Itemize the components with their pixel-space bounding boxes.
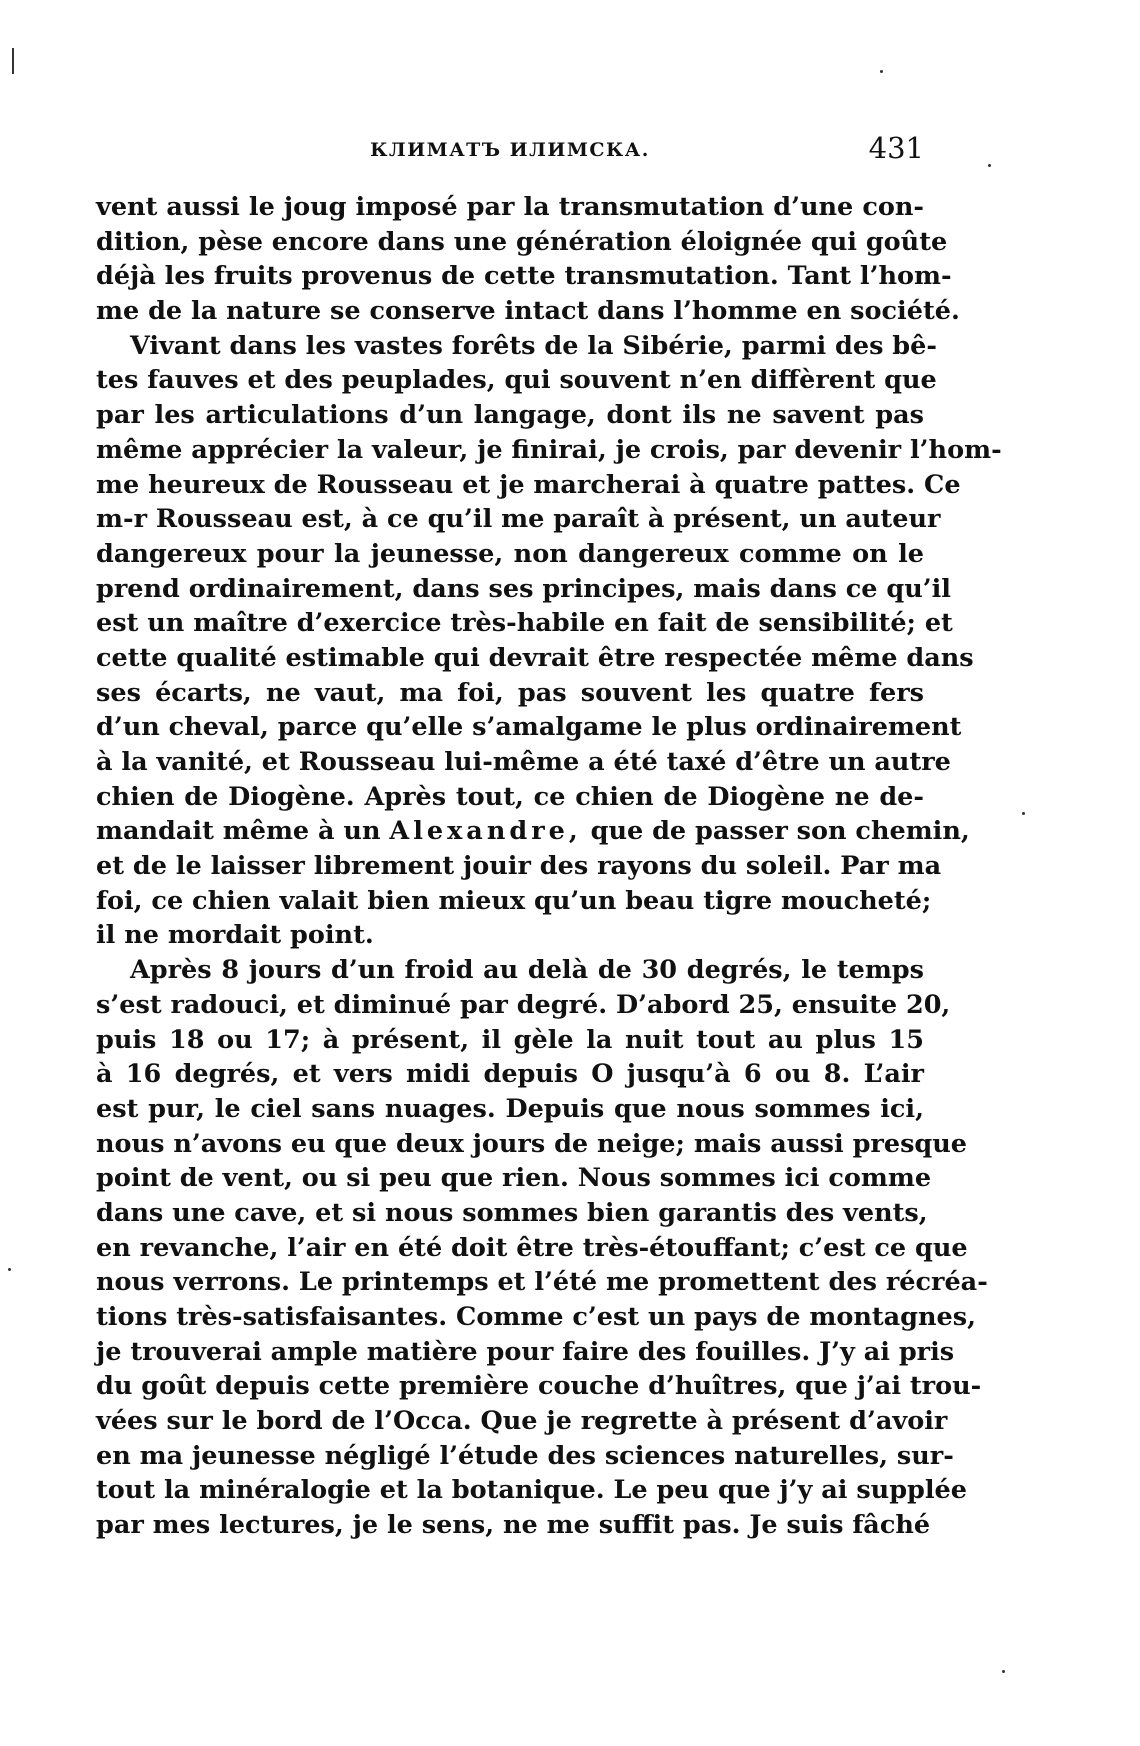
page-number: 431: [868, 131, 924, 165]
text-line: foi, ce chien valait bien mieux qu’un beau tigre moucheté;: [96, 885, 932, 916]
body-text: [96, 190, 1002, 1543]
text-line: à 16 degrés, et vers midi depuis O jusqu’à 6 ou 8. L’air: [96, 1059, 924, 1090]
text-line: en ma jeunesse négligé l’étude des sciences naturelles, sur-: [96, 1440, 954, 1471]
paragraph-2: [96, 329, 1002, 953]
text-line: est pur, le ciel sans nuages. Depuis que nous sommes ici,: [96, 1093, 924, 1124]
page-header: [96, 131, 924, 171]
text-line: Vivant dans les vastes forêts de la Sibérie, parmi des bê-: [130, 330, 937, 361]
text-line: du goût depuis cette première couche d’huîtres, que j’ai trou-: [96, 1371, 982, 1402]
scan-speck: [988, 164, 991, 167]
text-line: tions très-satisfaisantes. Comme c’est un pays de montagnes,: [96, 1302, 976, 1332]
text-line: m-r Rousseau est, à ce qu’il me paraît à présent, un auteur: [96, 504, 941, 535]
text-line: d’un cheval, parce qu’elle s’amalgame le plus ordinairement: [96, 712, 962, 743]
paragraph-3: [96, 953, 988, 1543]
text-line: par mes lectures, je le sens, ne me suffit pas. Je suis fâché: [96, 1510, 931, 1541]
text-line-alexandre: [96, 814, 970, 849]
paragraph-1: [96, 190, 960, 329]
text-line: me de la nature se conserve intact dans l’homme en société.: [96, 296, 960, 327]
text-line: nous verrons. Le printemps et l’été me promettent des récréa-: [96, 1267, 988, 1298]
text-line: même apprécier la valeur, je finirai, je crois, par devenir l’hom-: [96, 434, 1002, 465]
text-line: et de le laisser librement jouir des rayons du soleil. Par ma: [96, 851, 942, 882]
line-segment: que de passer son chemin,: [590, 816, 970, 847]
text-line: ses écarts, ne vaut, ma foi, pas souvent les quatre fers: [96, 677, 924, 708]
text-line: nous n’avons eu que deux jours de neige; mais aussi presque: [96, 1128, 968, 1159]
text-line: il ne mordait point.: [96, 920, 374, 951]
text-line: déjà les fruits provenus de cette transmutation. Tant l’hom-: [96, 261, 952, 292]
text-line: vées sur le bord de l’Occa. Que je regrette à présent d’avoir: [96, 1406, 948, 1437]
text-line: chien de Diogène. Après tout, ce chien de Diogène ne de-: [96, 781, 924, 812]
line-segment: mandait même à un: [96, 816, 381, 847]
scan-speck: [880, 70, 883, 73]
text-line: dans une cave, et si nous sommes bien garantis des vents,: [96, 1197, 928, 1228]
text-line: est un maître d’exercice très-habile en fait de sensibilité; et: [96, 608, 953, 639]
text-line: point de vent, ou si peu que rien. Nous sommes ici comme: [96, 1163, 932, 1194]
text-line: à la vanité, et Rousseau lui-même a été taxé d’être un autre: [96, 747, 951, 777]
text-line: dangereux pour la jeunesse, non dangereux comme on le: [96, 538, 924, 569]
text-line: prend ordinairement, dans ses principes, mais dans ce qu’il: [96, 573, 951, 604]
text-line: tes fauves et des peuplades, qui souvent n’en diffèrent que: [96, 365, 937, 396]
text-line: vent aussi le joug imposé par la transmutation d’une con-: [96, 192, 924, 222]
text-line: puis 18 ou 17; à présent, il gèle la nuit tout au plus 15: [96, 1024, 924, 1055]
text-line: tout la minéralogie et la botanique. Le peu que j’y ai supplée: [96, 1475, 968, 1506]
scan-speck: [1002, 1670, 1005, 1673]
text-line: Après 8 jours d’un froid au delà de 30 degrés, le temps: [130, 955, 924, 986]
scan-speck: [1022, 812, 1025, 815]
text-line: dition, pèse encore dans une génération éloignée qui goûte: [96, 226, 948, 257]
text-line: par les articulations d’un langage, dont ils ne savent pas: [96, 400, 924, 431]
scan-speck: [8, 1268, 11, 1271]
spaced-name: Alexandre,: [389, 816, 582, 847]
text-line: cette qualité estimable qui devrait être respectée même dans: [96, 642, 974, 673]
text-line: je trouverai ample matière pour faire des fouilles. J’y ai pris: [96, 1336, 955, 1367]
scan-mark: [12, 48, 14, 74]
running-head: КЛИМАТЪ ИЛИМСКА.: [370, 139, 650, 161]
text-line: me heureux de Rousseau et je marcherai à quatre pattes. Ce: [96, 469, 961, 500]
text-line: en revanche, l’air en été doit être très-étouffant; c’est ce que: [96, 1232, 968, 1263]
text-line: s’est radouci, et diminué par degré. D’abord 25, ensuite 20,: [96, 989, 951, 1020]
